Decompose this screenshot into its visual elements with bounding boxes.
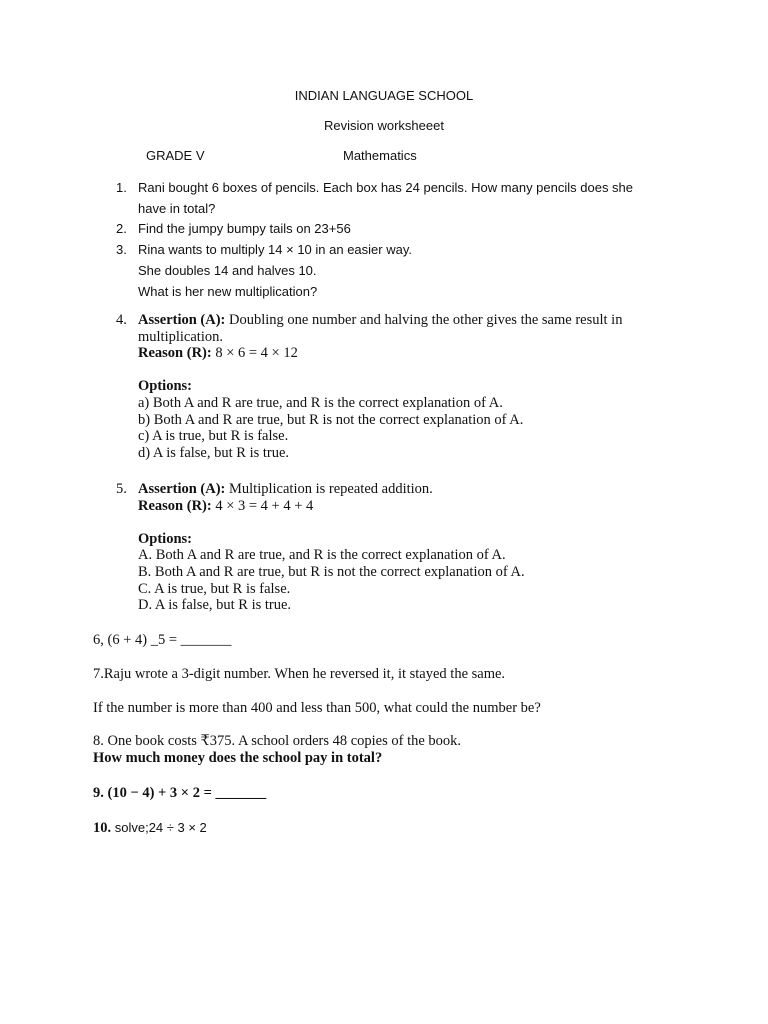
school-name: INDIAN LANGUAGE SCHOOL bbox=[294, 88, 474, 103]
question-text: have in total? bbox=[138, 201, 216, 216]
question-7-line-1: 7.Raju wrote a 3-digit number. When he reversed it, it stayed the same. bbox=[93, 666, 506, 682]
question-number: 10. bbox=[93, 820, 112, 836]
options-label: Options: bbox=[138, 378, 192, 395]
grade-label: GRADE V bbox=[146, 148, 205, 163]
question-9: 9. (10 − 4) + 3 × 2 = _______ bbox=[93, 785, 267, 801]
options-label: Options: bbox=[138, 530, 192, 547]
assertion-text: multiplication. bbox=[138, 328, 223, 345]
question-number: 1. bbox=[116, 180, 127, 195]
question-10 bbox=[93, 819, 207, 837]
subject-label: Mathematics bbox=[343, 148, 417, 163]
assertion-label: Assertion (A): bbox=[138, 481, 226, 497]
option-item: A. Both A and R are true, and R is the correct explanation of A. bbox=[138, 547, 506, 564]
option-item: d) A is false, but R is true. bbox=[138, 444, 290, 461]
question-2 bbox=[116, 218, 351, 239]
question-text: Rani bought 6 boxes of pencils. Each box has 24 pencils. How many pencils does she bbox=[138, 180, 634, 195]
option-item: D. A is false, but R is true. bbox=[138, 597, 292, 614]
question-text: solve;24 ÷ 3 × 2 bbox=[111, 820, 207, 835]
question-text: Rina wants to multiply 14 × 10 in an easier way. bbox=[138, 242, 412, 257]
question-text: She doubles 14 and halves 10. bbox=[138, 263, 317, 278]
option-item: a) Both A and R are true, and R is the correct explanation of A. bbox=[138, 394, 503, 411]
question-number: 2. bbox=[116, 221, 127, 236]
question-1 bbox=[116, 177, 633, 219]
question-8 bbox=[93, 733, 461, 766]
question-text: 8. One book costs ₹375. A school orders 48 copies of the book. bbox=[93, 733, 462, 749]
assertion-text: Multiplication is repeated addition. bbox=[225, 481, 433, 497]
question-number: 5. bbox=[116, 481, 127, 497]
worksheet-title: Revision worksheeet bbox=[324, 118, 444, 133]
question-text: What is her new multiplication? bbox=[138, 284, 318, 299]
reason-label: Reason (R): bbox=[138, 345, 212, 362]
reason-text: 4 × 3 = 4 + 4 + 4 bbox=[211, 497, 314, 514]
question-text: Find the jumpy bumpy tails on 23+56 bbox=[138, 221, 351, 236]
question-7-line-2: If the number is more than 400 and less than 500, what could the number be? bbox=[93, 700, 541, 716]
reason-text: 8 × 6 = 4 × 12 bbox=[211, 345, 298, 362]
option-item: B. Both A and R are true, but R is not the correct explanation of A. bbox=[138, 563, 525, 580]
question-5 bbox=[116, 481, 525, 614]
option-item: c) A is true, but R is false. bbox=[138, 428, 289, 445]
question-6: 6, (6 + 4) _5 = _______ bbox=[93, 632, 232, 648]
option-item: b) Both A and R are true, but R is not the correct explanation of A. bbox=[138, 411, 524, 428]
question-text-bold: How much money does the school pay in total? bbox=[93, 749, 383, 766]
reason-label: Reason (R): bbox=[138, 497, 212, 514]
question-4 bbox=[116, 312, 622, 461]
question-number: 3. bbox=[116, 242, 127, 257]
assertion-label: Assertion (A): bbox=[138, 312, 226, 328]
question-3 bbox=[116, 239, 412, 302]
option-item: C. A is true, but R is false. bbox=[138, 580, 291, 597]
assertion-text: Doubling one number and halving the other gives the same result in bbox=[225, 312, 623, 328]
question-number: 4. bbox=[116, 312, 127, 328]
